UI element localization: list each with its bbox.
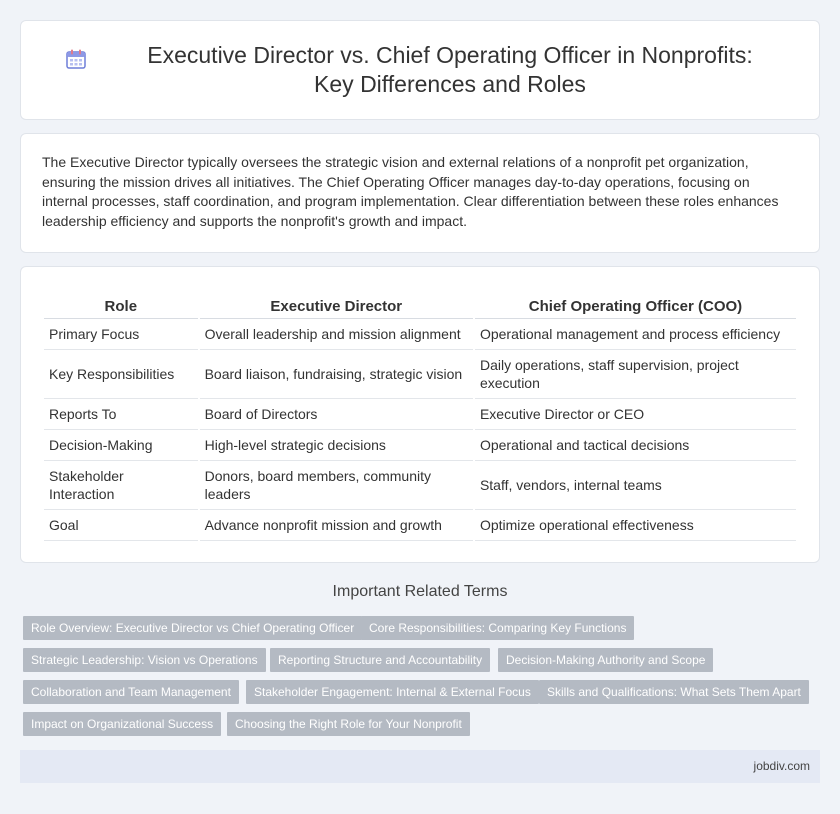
footer <box>20 750 820 783</box>
table-row <box>44 319 796 350</box>
table-row <box>44 399 796 430</box>
related-term-tag[interactable]: Decision-Making Authority and Scope <box>498 648 713 672</box>
table-row <box>44 510 796 541</box>
related-term-tag[interactable]: Core Responsibilities: Comparing Key Functions <box>361 616 634 640</box>
executive-director-cell: Board liaison, fundraising, strategic vision <box>200 350 473 399</box>
row-label: Reports To <box>44 399 198 430</box>
coo-cell: Staff, vendors, internal teams <box>475 461 796 510</box>
related-term-tag[interactable]: Collaboration and Team Management <box>23 680 239 704</box>
coo-cell: Daily operations, staff supervision, project execution <box>475 350 796 399</box>
related-term-tag[interactable]: Stakeholder Engagement: Internal & External Focus <box>246 680 539 704</box>
related-term-tag[interactable]: Strategic Leadership: Vision vs Operations <box>23 648 266 672</box>
coo-cell: Optimize operational effectiveness <box>475 510 796 541</box>
row-label: Key Responsibilities <box>44 350 198 399</box>
page-title: Executive Director vs. Chief Operating Officer in Nonprofits: Key Differences and Roles <box>147 42 753 97</box>
executive-director-cell: Advance nonprofit mission and growth <box>200 510 473 541</box>
intro-card <box>20 133 820 253</box>
executive-director-cell: High-level strategic decisions <box>200 430 473 461</box>
comparison-table <box>42 295 798 541</box>
related-term-tag[interactable]: Skills and Qualifications: What Sets Them Apart <box>539 680 809 704</box>
related-term-tag[interactable]: Choosing the Right Role for Your Nonprofit <box>227 712 470 736</box>
related-term-tag[interactable]: Role Overview: Executive Director vs Chief Operating Officer <box>23 616 362 640</box>
coo-cell: Executive Director or CEO <box>475 399 796 430</box>
header-role: Role <box>44 295 198 319</box>
table-header-row <box>44 295 796 319</box>
related-term-tag[interactable]: Reporting Structure and Accountability <box>270 648 490 672</box>
coo-cell: Operational and tactical decisions <box>475 430 796 461</box>
table-row <box>44 350 796 399</box>
coo-cell: Operational management and process efficiency <box>475 319 796 350</box>
row-label: Primary Focus <box>44 319 198 350</box>
table-row <box>44 461 796 510</box>
header-executive-director: Executive Director <box>200 295 473 319</box>
related-term-tag[interactable]: Impact on Organizational Success <box>23 712 221 736</box>
row-label: Stakeholder Interaction <box>44 461 198 510</box>
comparison-table-card <box>20 266 820 563</box>
header-coo: Chief Operating Officer (COO) <box>475 295 796 319</box>
footer-site-link[interactable]: jobdiv.com <box>753 759 810 773</box>
header-card <box>20 20 820 120</box>
row-label: Goal <box>44 510 198 541</box>
executive-director-cell: Board of Directors <box>200 399 473 430</box>
executive-director-cell: Overall leadership and mission alignment <box>200 319 473 350</box>
row-label: Decision-Making <box>44 430 198 461</box>
table-row <box>44 430 796 461</box>
related-terms-heading: Important Related Terms <box>332 583 508 600</box>
intro-paragraph: The Executive Director typically oversees the strategic vision and external relations of a nonprofit pet organization, ensuring the mission drives all initiatives. The Chief Operating Officer manages day-to-day operations, focusing on internal processes, staff coordination, and program implementation. Clear differentiation between these roles enhances leadership efficiency and supports the nonprofit's growth and impact. <box>42 154 779 229</box>
executive-director-cell: Donors, board members, community leaders <box>200 461 473 510</box>
